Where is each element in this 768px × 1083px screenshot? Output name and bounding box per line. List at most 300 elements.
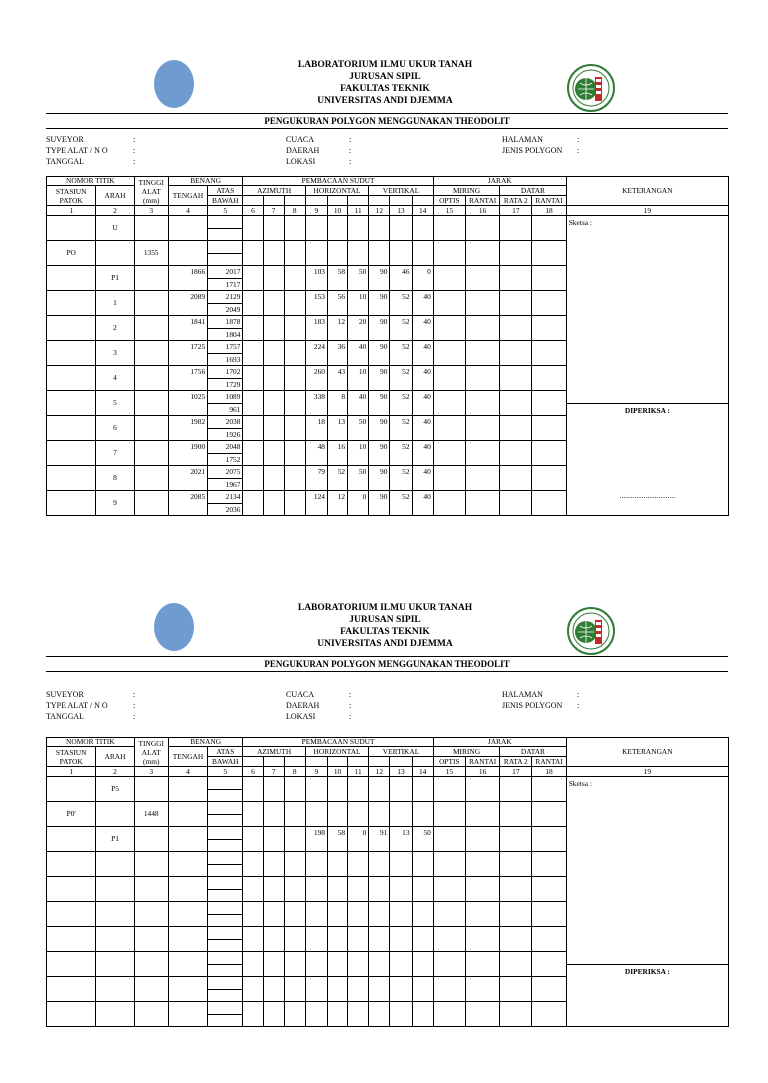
horizontal-cell xyxy=(348,852,369,877)
diperiksa-box: DIPERIKSA : .............................. xyxy=(566,403,728,516)
horizontal-cell: 52 xyxy=(327,466,347,491)
jarak-cell xyxy=(433,777,465,802)
azimuth-cell xyxy=(243,1002,263,1027)
horizontal-cell xyxy=(348,877,369,902)
column-number: 16 xyxy=(465,767,499,777)
header-stasiun-patok: STASIUN PATOK xyxy=(47,186,96,206)
bawah-cell xyxy=(208,889,243,902)
header-horizontal: HORIZONTAL xyxy=(305,747,368,757)
arah-cell: P1 xyxy=(96,827,134,852)
stasiun-cell xyxy=(47,952,96,977)
jarak-cell xyxy=(500,852,532,877)
header-rule xyxy=(46,113,728,114)
jarak-cell xyxy=(532,466,566,491)
tengah-cell xyxy=(168,877,207,902)
vertikal-cell: 40 xyxy=(412,291,433,316)
header-sub-cell xyxy=(284,757,305,767)
azimuth-cell xyxy=(284,316,305,341)
bawah-cell: 1804 xyxy=(208,328,243,341)
header-tengah: TENGAH xyxy=(168,747,207,767)
horizontal-cell: 0 xyxy=(348,491,369,516)
colon: : xyxy=(577,690,580,699)
lokasi-label: LOKASI xyxy=(286,712,316,721)
vertikal-cell xyxy=(369,802,390,827)
stasiun-cell xyxy=(47,416,96,441)
vertikal-cell xyxy=(412,952,433,977)
azimuth-cell xyxy=(284,291,305,316)
horizontal-cell: 79 xyxy=(305,466,327,491)
column-number: 11 xyxy=(348,206,369,216)
jarak-cell xyxy=(500,216,532,241)
jarak-cell xyxy=(500,266,532,291)
vertikal-cell: 50 xyxy=(412,827,433,852)
column-number: 13 xyxy=(390,767,412,777)
jarak-cell xyxy=(532,777,566,802)
atas-cell: 1702 xyxy=(208,366,243,379)
header-tinggi-alat: TINGGI ALAT (mm) xyxy=(134,177,168,206)
header-bawah: BAWAH xyxy=(208,196,243,206)
azimuth-cell xyxy=(263,291,284,316)
colon: : xyxy=(133,157,136,166)
header-sub-cell xyxy=(412,196,433,206)
horizontal-cell: 103 xyxy=(305,266,327,291)
signature-line: .............................. xyxy=(619,490,676,500)
header-vertikal: VERTIKAL xyxy=(369,747,434,757)
vertikal-cell xyxy=(412,802,433,827)
vertikal-cell: 52 xyxy=(390,491,412,516)
jarak-cell xyxy=(532,877,566,902)
arah-cell xyxy=(96,1002,134,1027)
azimuth-cell xyxy=(243,391,263,416)
azimuth-cell xyxy=(284,341,305,366)
vertikal-cell xyxy=(390,241,412,266)
vertikal-cell: 40 xyxy=(412,416,433,441)
bawah-cell: 1717 xyxy=(208,278,243,291)
vertikal-cell xyxy=(412,852,433,877)
vertikal-cell xyxy=(369,977,390,1002)
jarak-cell xyxy=(433,977,465,1002)
azimuth-cell xyxy=(243,241,263,266)
meta-left xyxy=(46,134,108,167)
tinggi-cell xyxy=(134,216,168,241)
horizontal-cell xyxy=(348,977,369,1002)
jarak-cell xyxy=(500,316,532,341)
azimuth-cell xyxy=(284,416,305,441)
header-nomor-titik: NOMOR TITIK xyxy=(47,177,135,186)
azimuth-cell xyxy=(263,802,284,827)
atas-cell xyxy=(208,241,243,254)
horizontal-cell xyxy=(327,977,347,1002)
tanggal-label: TANGGAL xyxy=(46,712,85,721)
jarak-cell xyxy=(433,927,465,952)
header-rantai: RANTAI xyxy=(532,757,566,767)
horizontal-cell xyxy=(305,877,327,902)
bawah-cell xyxy=(208,989,243,1002)
jarak-cell xyxy=(433,952,465,977)
azimuth-cell xyxy=(284,466,305,491)
jarak-cell xyxy=(465,266,499,291)
tinggi-cell xyxy=(134,877,168,902)
bawah-cell xyxy=(208,939,243,952)
horizontal-cell: 224 xyxy=(305,341,327,366)
jarak-cell xyxy=(532,341,566,366)
vertikal-cell xyxy=(369,1002,390,1027)
jarak-cell xyxy=(532,266,566,291)
column-number: 6 xyxy=(243,206,263,216)
vertikal-cell: 52 xyxy=(390,416,412,441)
vertikal-cell: 90 xyxy=(369,466,390,491)
vertikal-cell xyxy=(390,902,412,927)
horizontal-cell: 58 xyxy=(327,266,347,291)
jarak-cell xyxy=(433,366,465,391)
jarak-cell xyxy=(433,441,465,466)
vertikal-cell: 90 xyxy=(369,291,390,316)
atas-cell xyxy=(208,977,243,990)
vertikal-cell: 90 xyxy=(369,491,390,516)
horizontal-cell: 0 xyxy=(348,827,369,852)
jarak-cell xyxy=(433,266,465,291)
column-number: 5 xyxy=(208,767,243,777)
lokasi-label: LOKASI xyxy=(286,157,316,166)
azimuth-cell xyxy=(284,952,305,977)
header-benang: BENANG xyxy=(168,177,243,186)
header-miring: MIRING xyxy=(433,186,499,196)
horizontal-cell xyxy=(327,902,347,927)
colon: : xyxy=(133,701,136,710)
vertikal-cell: 52 xyxy=(390,291,412,316)
header-azimuth: AZIMUTH xyxy=(243,747,305,757)
jarak-cell xyxy=(433,877,465,902)
column-number: 3 xyxy=(134,206,168,216)
bawah-cell: 1967 xyxy=(208,478,243,491)
tinggi-cell xyxy=(134,466,168,491)
horizontal-cell xyxy=(305,927,327,952)
tinggi-cell xyxy=(134,902,168,927)
arah-cell: P1 xyxy=(96,266,134,291)
stasiun-cell xyxy=(47,1002,96,1027)
header-sub-cell xyxy=(348,757,369,767)
jarak-cell xyxy=(532,316,566,341)
jarak-cell xyxy=(532,291,566,316)
jarak-cell xyxy=(465,216,499,241)
header-rantai: RANTAI xyxy=(465,196,499,206)
arah-cell: 6 xyxy=(96,416,134,441)
vertikal-cell xyxy=(369,952,390,977)
jarak-cell xyxy=(500,341,532,366)
jarak-cell xyxy=(433,316,465,341)
stasiun-cell xyxy=(47,491,96,516)
column-number: 8 xyxy=(284,767,305,777)
vertikal-cell xyxy=(412,777,433,802)
tengah-cell xyxy=(168,952,207,977)
bawah-cell: 961 xyxy=(208,403,243,416)
header-horizontal: HORIZONTAL xyxy=(305,186,368,196)
title-rule xyxy=(46,128,728,129)
vertikal-cell: 40 xyxy=(412,391,433,416)
header-sub-cell xyxy=(348,196,369,206)
colon: : xyxy=(349,701,352,710)
azimuth-cell xyxy=(243,316,263,341)
jarak-cell xyxy=(500,952,532,977)
colon: : xyxy=(577,701,580,710)
cuaca-label: CUACA xyxy=(286,690,315,699)
azimuth-cell xyxy=(263,316,284,341)
tengah-cell xyxy=(168,1002,207,1027)
column-number: 14 xyxy=(412,206,433,216)
tinggi-cell xyxy=(134,416,168,441)
vertikal-cell xyxy=(412,1002,433,1027)
header-sub-cell xyxy=(412,757,433,767)
column-number: 17 xyxy=(500,767,532,777)
horizontal-cell: 36 xyxy=(327,341,347,366)
tinggi-cell xyxy=(134,291,168,316)
jarak-cell xyxy=(433,216,465,241)
column-number: 17 xyxy=(500,206,532,216)
stasiun-cell xyxy=(47,877,96,902)
jarak-cell xyxy=(465,977,499,1002)
header-sub-cell xyxy=(243,196,263,206)
column-number: 7 xyxy=(263,206,284,216)
jarak-cell xyxy=(465,416,499,441)
university-seal-icon xyxy=(566,63,616,113)
header-benang: BENANG xyxy=(168,738,243,747)
header-row xyxy=(47,177,729,186)
header-nomor-titik: NOMOR TITIK xyxy=(47,738,135,747)
horizontal-cell: 40 xyxy=(348,341,369,366)
atas-cell: 2038 xyxy=(208,416,243,429)
azimuth-cell xyxy=(243,341,263,366)
arah-cell: 5 xyxy=(96,391,134,416)
azimuth-cell xyxy=(284,777,305,802)
vertikal-cell xyxy=(369,877,390,902)
azimuth-cell xyxy=(243,266,263,291)
horizontal-cell xyxy=(327,877,347,902)
bawah-cell xyxy=(208,864,243,877)
azimuth-cell xyxy=(243,216,263,241)
horizontal-cell xyxy=(348,902,369,927)
horizontal-cell xyxy=(305,802,327,827)
jarak-cell xyxy=(465,366,499,391)
header-keterangan: KETERANGAN xyxy=(566,738,728,767)
jarak-cell xyxy=(500,902,532,927)
header-tengah: TENGAH xyxy=(168,186,207,206)
azimuth-cell xyxy=(243,441,263,466)
horizontal-cell: 12 xyxy=(327,491,347,516)
azimuth-cell xyxy=(243,827,263,852)
stasiun-cell xyxy=(47,341,96,366)
azimuth-cell xyxy=(243,952,263,977)
horizontal-cell xyxy=(327,952,347,977)
sheet-header xyxy=(230,59,540,107)
jarak-cell xyxy=(433,802,465,827)
header-sub-cell xyxy=(369,196,390,206)
azimuth-cell xyxy=(243,852,263,877)
horizontal-cell: 50 xyxy=(348,266,369,291)
column-number: 13 xyxy=(390,206,412,216)
tengah-cell xyxy=(168,777,207,802)
jarak-cell xyxy=(433,1002,465,1027)
jarak-cell xyxy=(433,291,465,316)
header-pembacaan-sudut: PEMBACAAN SUDUT xyxy=(243,177,433,186)
stasiun-cell xyxy=(47,827,96,852)
header-atas: ATAS xyxy=(208,186,243,196)
jarak-cell xyxy=(433,852,465,877)
title-rule xyxy=(46,671,728,672)
jarak-cell xyxy=(500,827,532,852)
jarak-cell xyxy=(500,491,532,516)
tinggi-cell xyxy=(134,316,168,341)
tengah-cell xyxy=(168,977,207,1002)
azimuth-cell xyxy=(284,827,305,852)
jarak-cell xyxy=(433,241,465,266)
stasiun-cell xyxy=(47,291,96,316)
blue-circle-logo xyxy=(154,60,194,108)
halaman-label: HALAMAN xyxy=(502,690,543,699)
jarak-cell xyxy=(500,927,532,952)
header-rata2: RATA 2 xyxy=(500,196,532,206)
header-bawah: BAWAH xyxy=(208,757,243,767)
tengah-cell xyxy=(168,802,207,827)
bawah-cell xyxy=(208,964,243,977)
vertikal-cell xyxy=(412,216,433,241)
meta-middle xyxy=(286,134,319,167)
arah-cell: 8 xyxy=(96,466,134,491)
horizontal-cell xyxy=(348,777,369,802)
jarak-cell xyxy=(433,902,465,927)
column-number: 1 xyxy=(47,206,96,216)
azimuth-cell xyxy=(243,491,263,516)
vertikal-cell: 90 xyxy=(369,441,390,466)
column-number: 15 xyxy=(433,767,465,777)
tengah-cell: 1900 xyxy=(168,441,207,466)
atas-cell: 2017 xyxy=(208,266,243,279)
atas-cell xyxy=(208,777,243,790)
vertikal-cell: 91 xyxy=(369,827,390,852)
jarak-cell xyxy=(465,241,499,266)
vertikal-cell: 90 xyxy=(369,416,390,441)
stasiun-cell xyxy=(47,927,96,952)
arah-cell xyxy=(96,902,134,927)
column-number: 12 xyxy=(369,767,390,777)
jarak-cell xyxy=(500,877,532,902)
horizontal-cell xyxy=(348,802,369,827)
tengah-cell xyxy=(168,216,207,241)
meta-colons-left xyxy=(133,689,135,722)
univ-name: UNIVERSITAS ANDI DJEMMA xyxy=(317,96,453,106)
colon: : xyxy=(133,146,136,155)
jarak-cell xyxy=(532,852,566,877)
azimuth-cell xyxy=(243,902,263,927)
colon: : xyxy=(577,146,580,155)
colon: : xyxy=(349,146,352,155)
column-number: 8 xyxy=(284,206,305,216)
atas-cell xyxy=(208,827,243,840)
faculty-name: FAKULTAS TEKNIK xyxy=(340,627,430,637)
column-number: 2 xyxy=(96,206,134,216)
atas-cell: 2129 xyxy=(208,291,243,304)
bawah-cell: 2036 xyxy=(208,503,243,516)
jarak-cell xyxy=(500,241,532,266)
jarak-cell xyxy=(433,491,465,516)
jarak-cell xyxy=(532,241,566,266)
vertikal-cell: 13 xyxy=(390,827,412,852)
column-number: 5 xyxy=(208,206,243,216)
azimuth-cell xyxy=(263,877,284,902)
tengah-cell: 1725 xyxy=(168,341,207,366)
column-number: 9 xyxy=(305,767,327,777)
jarak-cell xyxy=(465,777,499,802)
horizontal-cell xyxy=(327,216,347,241)
azimuth-cell xyxy=(243,291,263,316)
sketsa-box: Sketsa : xyxy=(566,216,728,404)
column-number: 7 xyxy=(263,767,284,777)
azimuth-cell xyxy=(263,902,284,927)
jarak-cell xyxy=(500,416,532,441)
header-rantai: RANTAI xyxy=(532,196,566,206)
horizontal-cell: 48 xyxy=(305,441,327,466)
vertikal-cell xyxy=(390,877,412,902)
jarak-cell xyxy=(433,391,465,416)
azimuth-cell xyxy=(263,466,284,491)
survey-sheet-2 xyxy=(0,543,768,1083)
atas-cell xyxy=(208,1002,243,1015)
header-atas: ATAS xyxy=(208,747,243,757)
column-number: 6 xyxy=(243,767,263,777)
atas-cell xyxy=(208,927,243,940)
header-sub-cell xyxy=(263,196,284,206)
atas-cell xyxy=(208,877,243,890)
vertikal-cell xyxy=(390,927,412,952)
alat-label: TYPE ALAT / N O xyxy=(46,146,108,155)
column-number: 2 xyxy=(96,767,134,777)
column-number: 4 xyxy=(168,206,207,216)
bawah-cell xyxy=(208,839,243,852)
arah-cell xyxy=(96,241,134,266)
tinggi-cell xyxy=(134,341,168,366)
tengah-cell xyxy=(168,827,207,852)
azimuth-cell xyxy=(263,927,284,952)
horizontal-cell xyxy=(348,1002,369,1027)
azimuth-cell xyxy=(263,827,284,852)
horizontal-cell xyxy=(327,852,347,877)
azimuth-cell xyxy=(243,977,263,1002)
survey-sheet-1 xyxy=(0,0,768,540)
jarak-cell xyxy=(500,802,532,827)
horizontal-cell: 56 xyxy=(327,291,347,316)
jarak-cell xyxy=(532,1002,566,1027)
horizontal-cell xyxy=(305,241,327,266)
atas-cell: 1878 xyxy=(208,316,243,329)
stasiun-cell xyxy=(47,852,96,877)
meta-middle xyxy=(286,689,319,722)
colon: : xyxy=(349,690,352,699)
daerah-label: DAERAH xyxy=(286,701,320,710)
colon: : xyxy=(349,712,352,721)
column-number: 18 xyxy=(532,206,566,216)
azimuth-cell xyxy=(263,977,284,1002)
tinggi-cell xyxy=(134,366,168,391)
jarak-cell xyxy=(465,466,499,491)
horizontal-cell: 183 xyxy=(305,316,327,341)
lab-name: LABORATORIUM ILMU UKUR TANAH xyxy=(297,603,473,613)
horizontal-cell: 16 xyxy=(327,441,347,466)
horizontal-cell xyxy=(327,1002,347,1027)
azimuth-cell xyxy=(263,1002,284,1027)
atas-cell: 2134 xyxy=(208,491,243,504)
vertikal-cell xyxy=(369,241,390,266)
stasiun-cell xyxy=(47,216,96,241)
survey-table xyxy=(46,176,729,516)
